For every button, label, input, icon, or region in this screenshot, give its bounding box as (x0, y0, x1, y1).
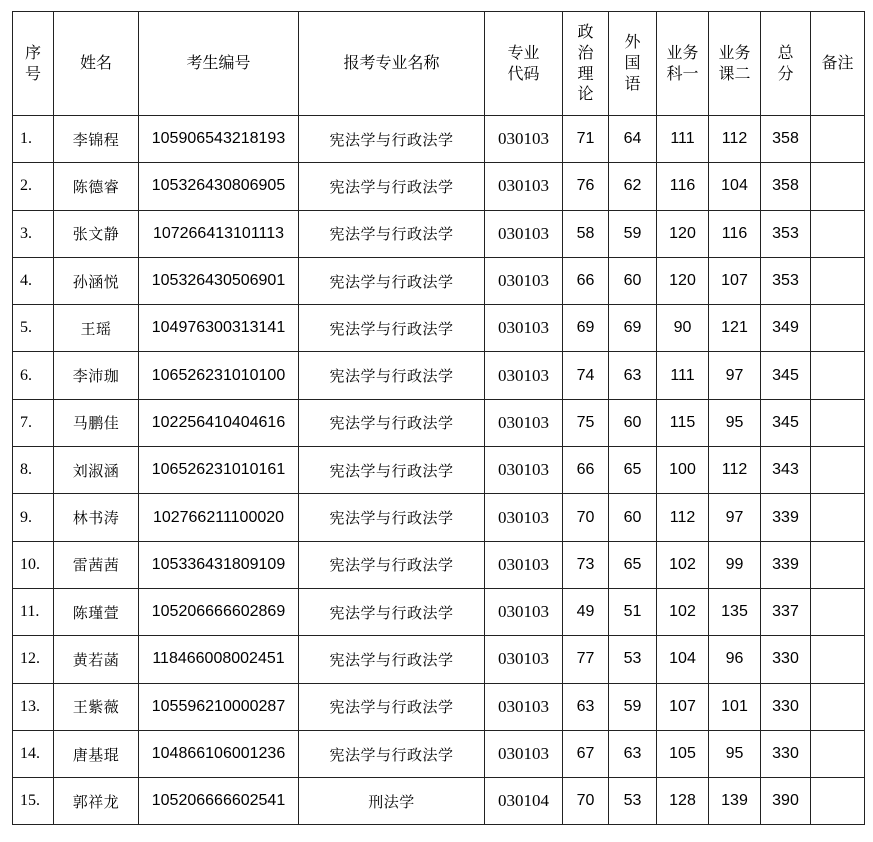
cell-foreign-language: 69 (609, 305, 657, 352)
cell-foreign-language: 60 (609, 257, 657, 304)
cell-subject-2: 99 (709, 541, 761, 588)
cell-total: 390 (761, 778, 811, 825)
header-exam-id-label: 考生编号 (186, 53, 251, 73)
table-row (13, 494, 865, 541)
cell-name: 雷茜茜 (54, 541, 139, 588)
cell-total: 353 (761, 257, 811, 304)
header-remarks (811, 12, 865, 116)
cell-name: 马鹏佳 (54, 399, 139, 446)
cell-subject-1: 104 (657, 636, 709, 683)
cell-remarks (811, 683, 865, 730)
cell-remarks (811, 163, 865, 210)
cell-subject-2: 112 (709, 116, 761, 163)
cell-total: 345 (761, 399, 811, 446)
cell-subject-1: 107 (657, 683, 709, 730)
table-body (13, 116, 865, 825)
cell-subject-1: 111 (657, 116, 709, 163)
cell-politics: 71 (563, 116, 609, 163)
cell-major-name: 宪法学与行政法学 (299, 399, 485, 446)
cell-total: 330 (761, 636, 811, 683)
cell-foreign-language: 65 (609, 447, 657, 494)
table-row (13, 588, 865, 635)
cell-politics: 77 (563, 636, 609, 683)
cell-remarks (811, 730, 865, 777)
cell-exam-id: 105336431809109 (139, 541, 299, 588)
cell-major-name: 宪法学与行政法学 (299, 447, 485, 494)
cell-major-name: 宪法学与行政法学 (299, 636, 485, 683)
header-subject-2 (709, 12, 761, 116)
cell-total: 349 (761, 305, 811, 352)
cell-remarks (811, 494, 865, 541)
cell-major-name: 宪法学与行政法学 (299, 494, 485, 541)
table-row (13, 399, 865, 446)
score-table (12, 11, 865, 825)
cell-major-code: 030103 (485, 257, 563, 304)
header-seq-label: 序号 (24, 42, 41, 83)
cell-seq: 11. (13, 588, 54, 635)
cell-name: 李沛珈 (54, 352, 139, 399)
header-name-label: 姓名 (79, 53, 112, 73)
header-remarks-label: 备注 (821, 53, 854, 73)
header-politics (563, 12, 609, 116)
cell-remarks (811, 210, 865, 257)
cell-politics: 75 (563, 399, 609, 446)
cell-name: 陈德睿 (54, 163, 139, 210)
cell-total: 343 (761, 447, 811, 494)
cell-subject-1: 111 (657, 352, 709, 399)
table-row (13, 778, 865, 825)
cell-politics: 74 (563, 352, 609, 399)
header-foreign-language-label: 外国语 (624, 32, 641, 93)
cell-subject-2: 95 (709, 730, 761, 777)
header-total-label: 总分 (777, 42, 794, 83)
cell-subject-1: 105 (657, 730, 709, 777)
cell-name: 王紫薇 (54, 683, 139, 730)
cell-name: 郭祥龙 (54, 778, 139, 825)
cell-subject-2: 97 (709, 494, 761, 541)
cell-exam-id: 102766211100020 (139, 494, 299, 541)
cell-politics: 66 (563, 447, 609, 494)
cell-exam-id: 106526231010100 (139, 352, 299, 399)
header-major-name (299, 12, 485, 116)
cell-subject-2: 112 (709, 447, 761, 494)
cell-total: 330 (761, 730, 811, 777)
cell-seq: 14. (13, 730, 54, 777)
cell-subject-2: 139 (709, 778, 761, 825)
cell-total: 330 (761, 683, 811, 730)
cell-subject-2: 101 (709, 683, 761, 730)
cell-politics: 63 (563, 683, 609, 730)
cell-foreign-language: 65 (609, 541, 657, 588)
cell-seq: 4. (13, 257, 54, 304)
cell-major-code: 030103 (485, 163, 563, 210)
header-politics-label: 政治理论 (577, 21, 594, 104)
cell-name: 林书涛 (54, 494, 139, 541)
header-major-code-label: 专业代码 (507, 42, 540, 83)
cell-exam-id: 118466008002451 (139, 636, 299, 683)
cell-subject-1: 116 (657, 163, 709, 210)
cell-subject-1: 120 (657, 210, 709, 257)
cell-remarks (811, 257, 865, 304)
cell-foreign-language: 63 (609, 730, 657, 777)
cell-major-name: 宪法学与行政法学 (299, 257, 485, 304)
cell-name: 张文静 (54, 210, 139, 257)
cell-foreign-language: 59 (609, 683, 657, 730)
cell-major-code: 030103 (485, 447, 563, 494)
cell-subject-1: 128 (657, 778, 709, 825)
cell-exam-id: 106526231010161 (139, 447, 299, 494)
cell-subject-2: 96 (709, 636, 761, 683)
cell-major-code: 030103 (485, 352, 563, 399)
cell-subject-1: 100 (657, 447, 709, 494)
cell-subject-1: 112 (657, 494, 709, 541)
cell-foreign-language: 51 (609, 588, 657, 635)
cell-exam-id: 105906543218193 (139, 116, 299, 163)
cell-politics: 70 (563, 778, 609, 825)
cell-seq: 15. (13, 778, 54, 825)
cell-foreign-language: 64 (609, 116, 657, 163)
cell-exam-id: 105596210000287 (139, 683, 299, 730)
cell-major-code: 030104 (485, 778, 563, 825)
cell-total: 339 (761, 541, 811, 588)
cell-major-name: 宪法学与行政法学 (299, 116, 485, 163)
cell-exam-id: 102256410404616 (139, 399, 299, 446)
cell-remarks (811, 305, 865, 352)
cell-major-name: 刑法学 (299, 778, 485, 825)
header-subject-1 (657, 12, 709, 116)
cell-total: 358 (761, 163, 811, 210)
cell-name: 李锦程 (54, 116, 139, 163)
cell-seq: 6. (13, 352, 54, 399)
cell-exam-id: 107266413101113 (139, 210, 299, 257)
header-subject-2-label: 业务课二 (718, 42, 751, 83)
table-row (13, 447, 865, 494)
table-row (13, 210, 865, 257)
header-exam-id (139, 12, 299, 116)
cell-total: 339 (761, 494, 811, 541)
cell-subject-2: 95 (709, 399, 761, 446)
cell-foreign-language: 60 (609, 494, 657, 541)
cell-politics: 70 (563, 494, 609, 541)
cell-major-code: 030103 (485, 210, 563, 257)
table-row (13, 541, 865, 588)
cell-remarks (811, 399, 865, 446)
cell-subject-1: 115 (657, 399, 709, 446)
header-seq (13, 12, 54, 116)
cell-major-code: 030103 (485, 683, 563, 730)
cell-politics: 69 (563, 305, 609, 352)
cell-seq: 13. (13, 683, 54, 730)
cell-major-code: 030103 (485, 588, 563, 635)
cell-seq: 2. (13, 163, 54, 210)
table-row (13, 116, 865, 163)
cell-subject-2: 121 (709, 305, 761, 352)
header-major-code (485, 12, 563, 116)
cell-total: 345 (761, 352, 811, 399)
cell-foreign-language: 62 (609, 163, 657, 210)
cell-subject-2: 116 (709, 210, 761, 257)
cell-seq: 3. (13, 210, 54, 257)
cell-total: 337 (761, 588, 811, 635)
cell-total: 353 (761, 210, 811, 257)
cell-remarks (811, 588, 865, 635)
cell-remarks (811, 541, 865, 588)
table-row (13, 257, 865, 304)
cell-subject-1: 102 (657, 541, 709, 588)
table-row (13, 683, 865, 730)
cell-seq: 8. (13, 447, 54, 494)
cell-major-code: 030103 (485, 636, 563, 683)
cell-exam-id: 104866106001236 (139, 730, 299, 777)
cell-total: 358 (761, 116, 811, 163)
cell-major-name: 宪法学与行政法学 (299, 588, 485, 635)
header-major-name-label: 报考专业名称 (343, 53, 440, 73)
cell-exam-id: 105326430806905 (139, 163, 299, 210)
cell-seq: 9. (13, 494, 54, 541)
cell-politics: 73 (563, 541, 609, 588)
cell-foreign-language: 63 (609, 352, 657, 399)
cell-name: 陈瑾萱 (54, 588, 139, 635)
cell-seq: 5. (13, 305, 54, 352)
table-row (13, 352, 865, 399)
cell-major-name: 宪法学与行政法学 (299, 163, 485, 210)
table-row (13, 163, 865, 210)
cell-major-name: 宪法学与行政法学 (299, 541, 485, 588)
cell-major-name: 宪法学与行政法学 (299, 683, 485, 730)
cell-politics: 49 (563, 588, 609, 635)
cell-foreign-language: 53 (609, 636, 657, 683)
header-foreign-language (609, 12, 657, 116)
cell-major-name: 宪法学与行政法学 (299, 730, 485, 777)
cell-exam-id: 105206666602541 (139, 778, 299, 825)
cell-exam-id: 105206666602869 (139, 588, 299, 635)
cell-subject-2: 97 (709, 352, 761, 399)
cell-major-code: 030103 (485, 399, 563, 446)
cell-major-name: 宪法学与行政法学 (299, 210, 485, 257)
cell-name: 王瑶 (54, 305, 139, 352)
cell-seq: 7. (13, 399, 54, 446)
cell-major-name: 宪法学与行政法学 (299, 352, 485, 399)
header-total (761, 12, 811, 116)
cell-politics: 66 (563, 257, 609, 304)
cell-major-code: 030103 (485, 305, 563, 352)
table-row (13, 730, 865, 777)
cell-major-code: 030103 (485, 494, 563, 541)
cell-foreign-language: 53 (609, 778, 657, 825)
cell-politics: 67 (563, 730, 609, 777)
cell-foreign-language: 60 (609, 399, 657, 446)
cell-subject-1: 102 (657, 588, 709, 635)
header-subject-1-label: 业务科一 (666, 42, 699, 83)
cell-exam-id: 105326430506901 (139, 257, 299, 304)
cell-subject-2: 135 (709, 588, 761, 635)
cell-subject-2: 104 (709, 163, 761, 210)
cell-name: 孙涵悦 (54, 257, 139, 304)
header-name (54, 12, 139, 116)
table-header (13, 12, 865, 116)
cell-subject-1: 120 (657, 257, 709, 304)
cell-seq: 1. (13, 116, 54, 163)
cell-seq: 10. (13, 541, 54, 588)
cell-remarks (811, 447, 865, 494)
cell-subject-1: 90 (657, 305, 709, 352)
cell-subject-2: 107 (709, 257, 761, 304)
cell-remarks (811, 116, 865, 163)
cell-major-code: 030103 (485, 116, 563, 163)
cell-remarks (811, 636, 865, 683)
cell-politics: 58 (563, 210, 609, 257)
cell-name: 唐基琨 (54, 730, 139, 777)
cell-remarks (811, 778, 865, 825)
cell-name: 黄若菡 (54, 636, 139, 683)
cell-remarks (811, 352, 865, 399)
table-row (13, 305, 865, 352)
cell-politics: 76 (563, 163, 609, 210)
table-row (13, 636, 865, 683)
cell-foreign-language: 59 (609, 210, 657, 257)
cell-name: 刘淑涵 (54, 447, 139, 494)
header-row (13, 12, 865, 116)
cell-exam-id: 104976300313141 (139, 305, 299, 352)
cell-seq: 12. (13, 636, 54, 683)
cell-major-code: 030103 (485, 730, 563, 777)
cell-major-name: 宪法学与行政法学 (299, 305, 485, 352)
cell-major-code: 030103 (485, 541, 563, 588)
